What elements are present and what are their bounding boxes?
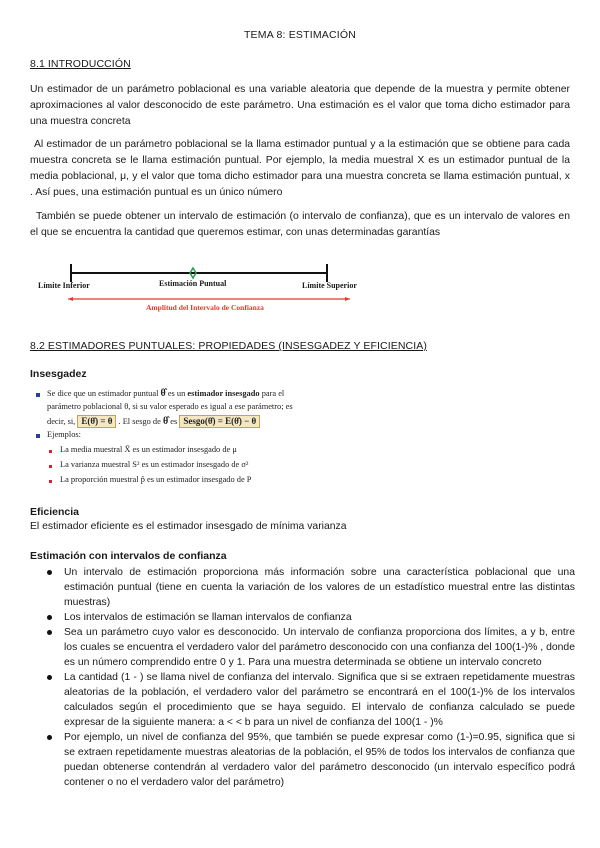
- point-estimate-label: Estimación Puntual: [159, 279, 227, 288]
- section-heading-introduccion: 8.1 INTRODUCCIÓN: [30, 58, 131, 70]
- theta-hat-symbol-2: θ̂: [162, 416, 169, 427]
- def-line3-text-d: es: [170, 417, 178, 426]
- eficiencia-title: Eficiencia: [30, 506, 80, 518]
- insesgadez-definition-figure: [30, 384, 350, 494]
- amplitude-arrow-left: [68, 297, 73, 301]
- list-item: [30, 610, 575, 625]
- bullet-dot: [47, 615, 52, 620]
- def-text-bold: estimador insesgado: [187, 389, 260, 398]
- upper-limit-label: Límite Superior: [302, 281, 357, 290]
- def-text-d: para el: [261, 389, 285, 398]
- list-item: [30, 565, 575, 610]
- bullet-dot: [47, 735, 52, 740]
- red-bullet: [49, 480, 52, 483]
- definition-line-1: [47, 388, 284, 399]
- bullet-dot: [47, 630, 52, 635]
- confidence-interval-diagram: [38, 262, 368, 317]
- bias-formula: Sesgo(θ̂) = E(θ̂) − θ: [179, 415, 260, 428]
- amplitude-label: Amplitud del Intervalo de Confianza: [146, 303, 264, 312]
- def-line3-text-b: . El sesgo de: [118, 417, 161, 426]
- lower-limit-label: Límite Inferior: [38, 281, 90, 290]
- amplitude-arrow-right: [345, 297, 350, 301]
- bullet-dot: [47, 570, 52, 575]
- list-item-text: Por ejemplo, un nivel de confianza del 95%, que también se puede expresar como (1-)=0.95, significa que si se extraen repetidamente muestras aleatorias de la población, el 95% de todos los intervalos de confianza que puedan obtenerse contendrán al verdadero valor del parámetro desconocido (un intervalo específico podrá contener o no el verdadero valor del parámetro): [64, 732, 575, 788]
- intro-paragraph-2: Al estimador de un parámetro poblacional se la llama estimador puntual y a la estimación que se obtiene para cada muestra concreta se le llama estimación puntual. Por ejemplo, la media muestral X es un estimador puntual de la media poblacional, μ, y el valor que toma dicho estimador para una muestra concreta se llama estimación puntual, x . Así pues, una estimación puntual es un único número: [30, 139, 570, 198]
- definition-line-3: [47, 415, 260, 428]
- list-item-text: Un intervalo de estimación proporciona más información sobre una característica poblacional que una estimación puntual (tiene en cuenta la variación de los valores de un estadístico muestral entre las distintas muestras): [64, 567, 575, 608]
- intervalos-bullet-list: [30, 565, 575, 790]
- example-3: La proporción muestral p̂ es un estimador insesgado de P: [60, 475, 252, 484]
- examples-label: Ejemplos:: [47, 430, 81, 439]
- example-1: La media muestral X̄ es un estimador insesgado de μ: [60, 445, 237, 454]
- expected-value-formula: E(θ̂) = θ: [77, 415, 116, 428]
- list-item: [30, 670, 575, 730]
- theta-hat-symbol: θ̂: [160, 388, 166, 399]
- bullet-dot: [47, 675, 52, 680]
- blue-bullet: [36, 434, 40, 438]
- list-item-text: Sea un parámetro cuyo valor es desconocido. Un intervalo de confianza proporciona dos límites, a y b, entre los cuales se encuentra el verdadero valor del parámetro desconocido con una confianza del 100(1-)% , donde es un número comprendido entre 0 y 1. Para una muestra determinada se obtiene un intervalo concreto: [64, 627, 575, 668]
- example-2: La varianza muestral S² es un estimador insesgado de σ²: [60, 460, 249, 469]
- eficiencia-text: El estimador eficiente es el estimador insesgado de mínima varianza: [30, 521, 347, 532]
- intervalos-title: Estimación con intervalos de confianza: [30, 550, 227, 562]
- list-item-text: La cantidad (1 - ) se llama nivel de confianza del intervalo. Significa que si se extraen repetidamente muestras aleatorias de la población, el verdadero valor del parámetro se encontrará en el 100(1-)% de los intervalos calculados según el procedimiento que se haya seguido. El intervalo de confianza calculado se puede expresar de la siguiente manera: a < < b para un nivel de confianza del 100(1 - )%: [64, 672, 575, 728]
- red-bullet: [49, 450, 52, 453]
- def-text-a: Se dice que un estimador puntual: [47, 389, 159, 398]
- section-heading-estimadores: 8.2 ESTIMADORES PUNTUALES: PROPIEDADES (INSESGADEZ Y EFICIENCIA): [30, 340, 427, 352]
- intro-paragraph-3: También se puede obtener un intervalo de estimación (o intervalo de confianza), que es un intervalo de valores en el que se encuentra la cantidad que queremos estimar, con unas determinadas garantías: [30, 211, 570, 238]
- page-title: TEMA 8: ESTIMACIÓN: [243, 29, 357, 41]
- intro-paragraph-1: Un estimador de un parámetro poblacional es una variable aleatoria que depende de la muestra y permite obtener aproximaciones al valor desconocido de este parámetro. Una estimación es el valor que toma dicho estimador para una muestra concreta: [30, 84, 570, 127]
- insesgadez-title: Insesgadez: [30, 368, 87, 380]
- list-item-text: Los intervalos de estimación se llaman intervalos de confianza: [64, 612, 352, 623]
- blue-bullet: [36, 393, 40, 397]
- def-text-b: es un: [167, 389, 186, 398]
- red-bullet: [49, 465, 52, 468]
- list-item: [30, 625, 575, 670]
- definition-line-2: parámetro poblacional θ, si su valor esperado es igual a ese parámetro; es: [47, 402, 293, 411]
- list-item: [30, 730, 575, 790]
- def-line3-text: decir, si,: [47, 417, 76, 426]
